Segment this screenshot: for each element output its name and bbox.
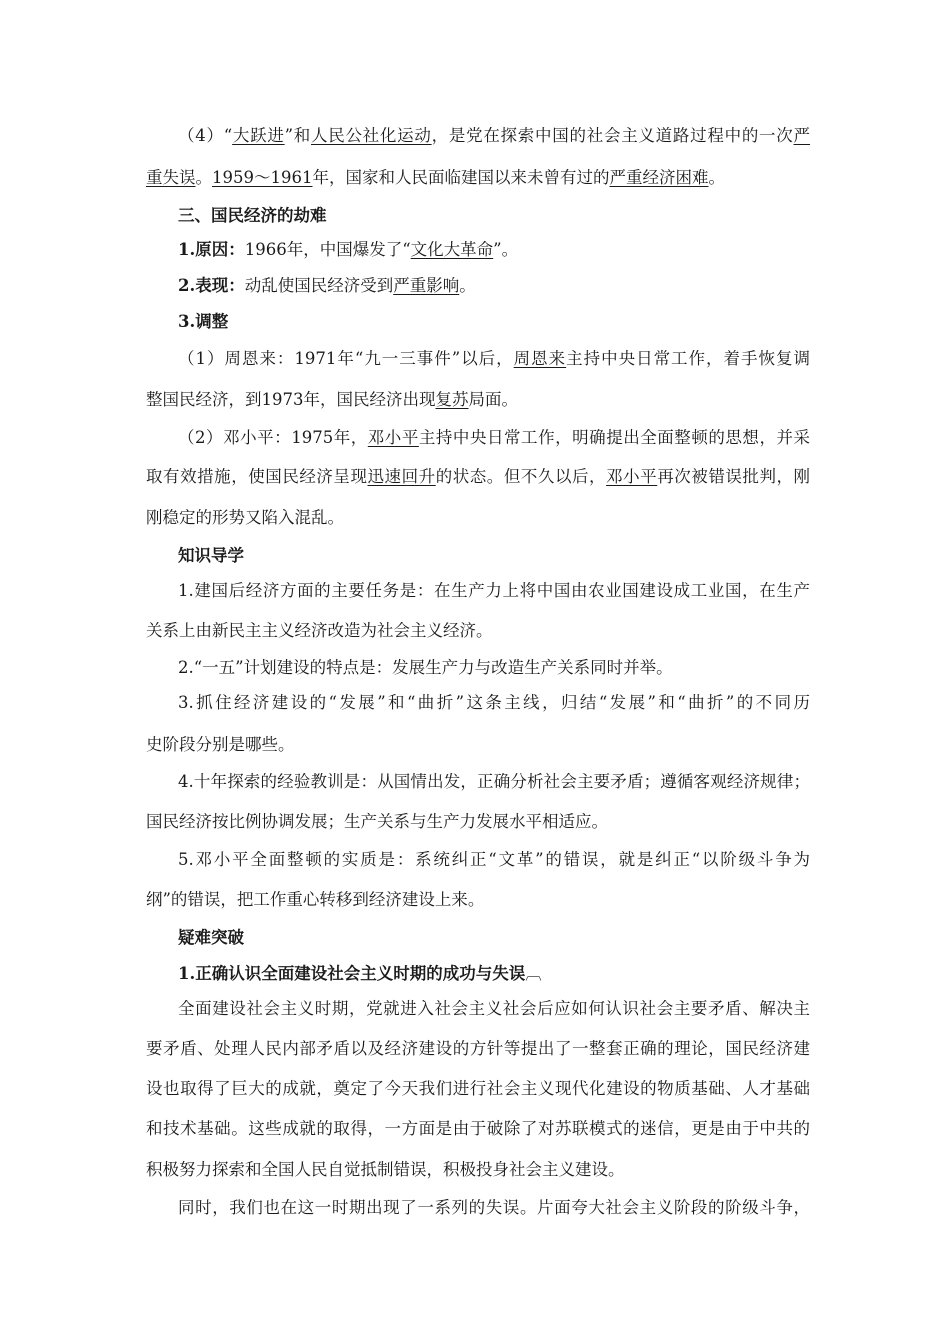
underlined-term: 大跃进 (232, 126, 285, 145)
text: ，是党在探索中国的社会主义道路过程中的一次 (431, 126, 794, 145)
guide-4-line1: 4.十年探索的经验教训是：从国情出发，正确分析社会主要矛盾；遵循客观经济规律； (178, 772, 810, 791)
guide-1-line2: 关系上由新民主主义经济改造为社会主义经济。 (146, 621, 493, 640)
guide-5-line1: 5.邓小平全面整顿的实质是：系统纠正“文革”的错误，就是纠正“以阶级斗争为 (178, 850, 810, 869)
underlined-term: 文化大革命 (410, 240, 494, 259)
heading-knowledge-guide: 知识导学 (178, 546, 244, 565)
underlined-term: 邓小平 (606, 467, 658, 486)
text: 取有效措施，使国民经济呈现 (146, 467, 368, 486)
underlined-term: 严 (793, 126, 811, 145)
text: 。 (459, 276, 476, 295)
text: 年，国家和人民面临建国以来未曾有过的 (312, 168, 610, 187)
guide-3-line2: 史阶段分别是哪些。 (146, 735, 295, 754)
title-text: 1.正确认识全面建设社会主义时期的成功与失误 (178, 964, 526, 983)
body-p1-line3: 设也取得了巨大的成就，奠定了今天我们进行社会主义现代化建设的物质基础、人才基础 (146, 1079, 810, 1098)
underlined-term: 邓小平 (367, 428, 419, 447)
guide-2: 2.“一五”计划建设的特点是：发展生产力与改造生产关系同时并举。 (178, 658, 673, 677)
zhou-line2 (146, 390, 810, 410)
label: 1.原因： (178, 240, 245, 259)
body-p2-line1: 同时，我们也在这一时期出现了一系列的失误。片面夸大社会主义阶段的阶级斗争， (178, 1198, 810, 1217)
underlined-term: 人民公社化运动 (310, 126, 432, 145)
guide-5-line2: 纲”的错误，把工作重心转移到经济建设上来。 (146, 890, 485, 909)
text: 1966年，中国爆发了“ (244, 240, 411, 259)
section4-line1 (178, 126, 810, 146)
text: （1）周恩来：1971年“九一三事件”以后， (178, 349, 514, 368)
text: 。 (195, 168, 212, 187)
guide-4-line2: 国民经济按比例协调发展；生产关系与生产力发展水平相适应。 (146, 812, 608, 831)
section4-line2 (146, 168, 810, 188)
text: 主持中央日常工作，着手恢复调 (566, 349, 810, 368)
underlined-term: 严重影响 (393, 276, 460, 295)
deng-line3: 刚稳定的形势又陷入混乱。 (146, 508, 344, 527)
underlined-term: 周恩来 (513, 349, 567, 368)
mark-glyph: ︹ (525, 964, 542, 983)
text: 动乱使国民经济受到 (244, 276, 394, 295)
deng-line2 (146, 467, 810, 487)
text: 再次被错误批判，刚 (657, 467, 811, 486)
body-p1-line5: 积极努力探索和全国人民自觉抵制错误，积极投身社会主义建设。 (146, 1160, 625, 1179)
text: （2）邓小平：1975年， (178, 428, 368, 447)
text: 局面。 (468, 390, 518, 409)
text: 。 (708, 168, 725, 187)
heading-difficulty-breakthrough: 疑难突破 (178, 928, 244, 947)
point-1-title (178, 964, 810, 984)
text: （4）“ (178, 126, 233, 145)
deng-line1 (178, 428, 810, 448)
effect-line (178, 276, 810, 296)
guide-1-line1: 1.建国后经济方面的主要任务是：在生产力上将中国由农业国建设成工业国，在生产 (178, 581, 810, 600)
body-p1-line2: 要矛盾、处理人民内部矛盾以及经济建设的方针等提出了一整套正确的理论，国民经济建 (146, 1039, 810, 1058)
text: ”。 (493, 240, 519, 259)
underlined-term: 复苏 (435, 390, 469, 409)
label: 2.表现： (178, 276, 245, 295)
heading-economic-calamity: 三、国民经济的劫难 (178, 206, 327, 225)
underlined-term: 严重经济困难 (609, 168, 709, 187)
underlined-term: 1959～1961 (212, 168, 313, 187)
text: ”和 (284, 126, 311, 145)
text: 整国民经济，到1973年，国民经济出现 (146, 390, 436, 409)
underlined-term: 重失误 (146, 168, 196, 187)
text: 主持中央日常工作，明确提出全面整顿的思想，并采 (418, 428, 811, 447)
guide-3-line1: 3.抓住经济建设的“发展”和“曲折”这条主线，归结“发展”和“曲折”的不同历 (178, 693, 810, 712)
text: 的状态。但不久以后， (435, 467, 607, 486)
body-p1-line1: 全面建设社会主义时期，党就进入社会主义社会后应如何认识社会主要矛盾、解决主 (178, 999, 810, 1018)
zhou-line1 (178, 349, 810, 369)
cause-line (178, 240, 810, 260)
heading-adjustment: 3.调整 (178, 312, 229, 331)
body-p1-line4: 和技术基础。这些成就的取得，一方面是由于破除了对苏联模式的迷信，更是由于中共的 (146, 1119, 810, 1138)
underlined-term: 迅速回升 (367, 467, 436, 486)
